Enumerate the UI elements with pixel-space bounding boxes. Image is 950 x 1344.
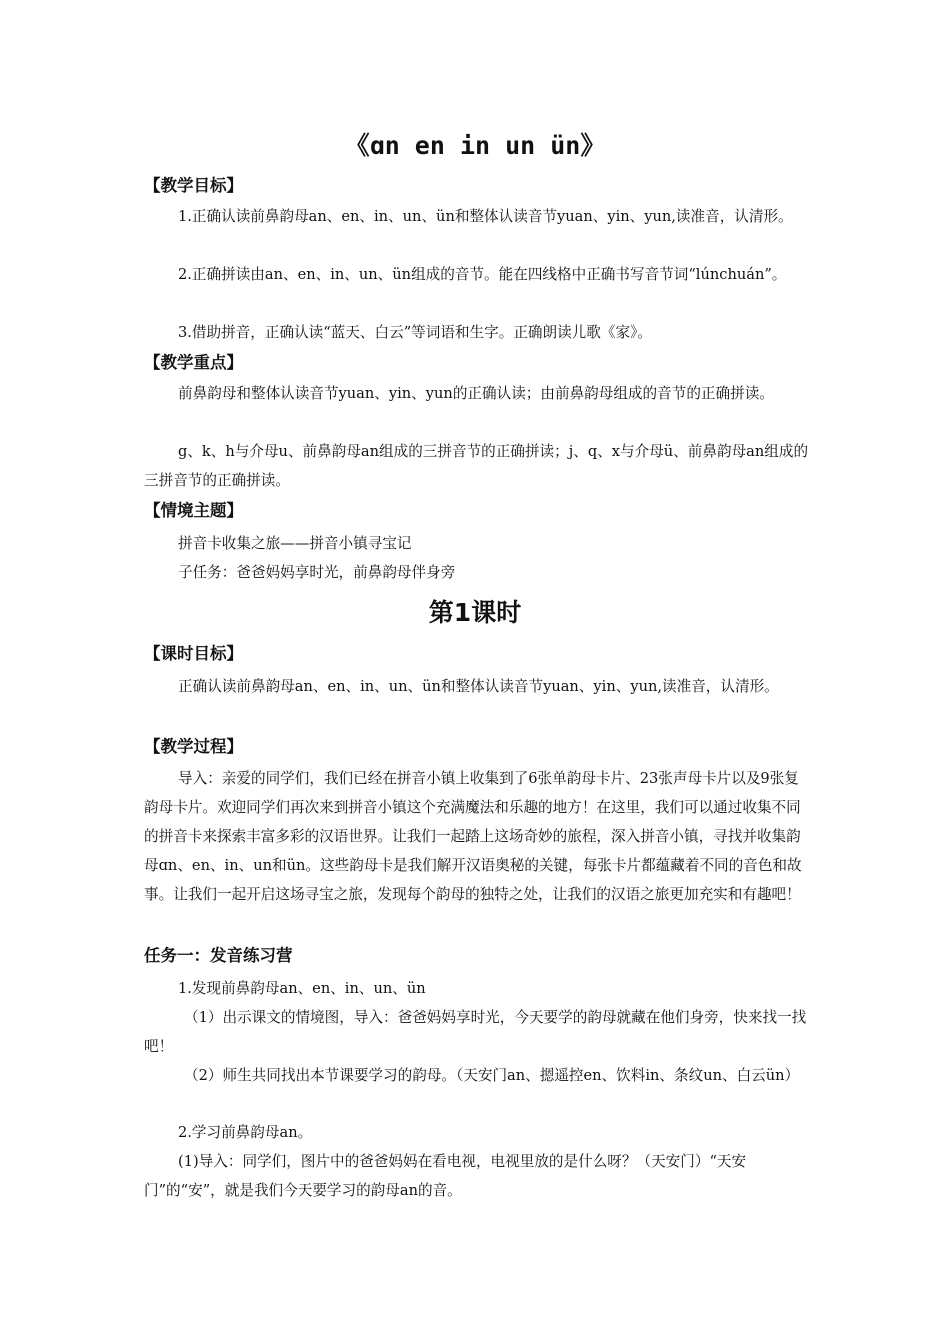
section-heading-focus: 【教学重点】: [144, 353, 243, 372]
task1-item-5: (1)导入：同学们，图片中的爸爸妈妈在看电视，电视里放的是什么呀？（天安门）“天安门”的“安”，就是我们今天要学习的韵母an的音。: [144, 1153, 747, 1199]
task1-item-4: 2.学习前鼻韵母an。: [178, 1124, 313, 1141]
process-heading: 【教学过程】: [144, 737, 243, 756]
intro-paragraph: 导入：亲爱的同学们，我们已经在拼音小镇上收集到了6张单韵母卡片、23张声母卡片以及9张复韵母卡片。欢迎同学们再次来到拼音小镇这个充满魔法和乐趣的地方！在这里，我们可以通过收集不同的拼音卡来探索丰富多彩的汉语世界。让我们一起踏上这场奇妙的旅程，深入拼音小镇，寻找并收集韵母ɑn、en、in、un和ün。这些韵母卡是我们解开汉语奥秘的关键，每张卡片都蕴藏着不同的音色和故事。让我们一起开启这场寻宝之旅，发现每个韵母的独特之处，让我们的汉语之旅更加充实和有趣吧！: [144, 770, 802, 903]
section-heading-theme: 【情境主题】: [144, 501, 243, 520]
goal-item-1: 1.正确认读前鼻韵母an、en、in、un、ün和整体认读音节yuan、yin、yun,读准音，认清形。: [178, 208, 793, 225]
task1-item-2: （1）出示课文的情境图，导入：爸爸妈妈享时光，今天要学的韵母就藏在他们身旁，快来找一找吧！: [144, 1009, 807, 1055]
lesson-goal-heading: 【课时目标】: [144, 644, 243, 663]
task1-item-3: （2）师生共同找出本节课要学习的韵母。（天安门an、摁遥控en、饮料in、条纹un、白云ün）: [184, 1067, 800, 1084]
goal-item-2: 2.正确拼读由an、en、in、un、ün组成的音节。能在四线格中正确书写音节词“lúnchuán”。: [178, 266, 787, 283]
lesson-title: 第1课时: [428, 598, 522, 627]
lesson-goal-text: 正确认读前鼻韵母an、en、in、un、ün和整体认读音节yuan、yin、yun,读准音，认清形。: [178, 678, 779, 695]
section-heading-goals: 【教学目标】: [144, 176, 243, 195]
focus-item-1: 前鼻韵母和整体认读音节yuan、yin、yun的正确认读；由前鼻韵母组成的音节的正确拼读。: [178, 385, 774, 402]
goal-item-3: 3.借助拼音，正确认读“蓝天、白云”等词语和生字。正确朗读儿歌《家》。: [178, 324, 652, 341]
focus-item-2: g、k、h与介母u、前鼻韵母an组成的三拼音节的正确拼读；j、q、x与介母ü、前鼻韵母an组成的三拼音节的正确拼读。: [144, 443, 809, 489]
theme-item-2: 子任务：爸爸妈妈享时光，前鼻韵母伴身旁: [178, 564, 456, 581]
document-title: 《ɑn en in un ün》: [344, 131, 606, 160]
task1-item-1: 1.发现前鼻韵母an、en、in、un、ün: [178, 980, 426, 997]
task1-heading: 任务一：发音练习营: [144, 946, 293, 965]
theme-item-1: 拼音卡收集之旅——拼音小镇寻宝记: [178, 535, 412, 552]
